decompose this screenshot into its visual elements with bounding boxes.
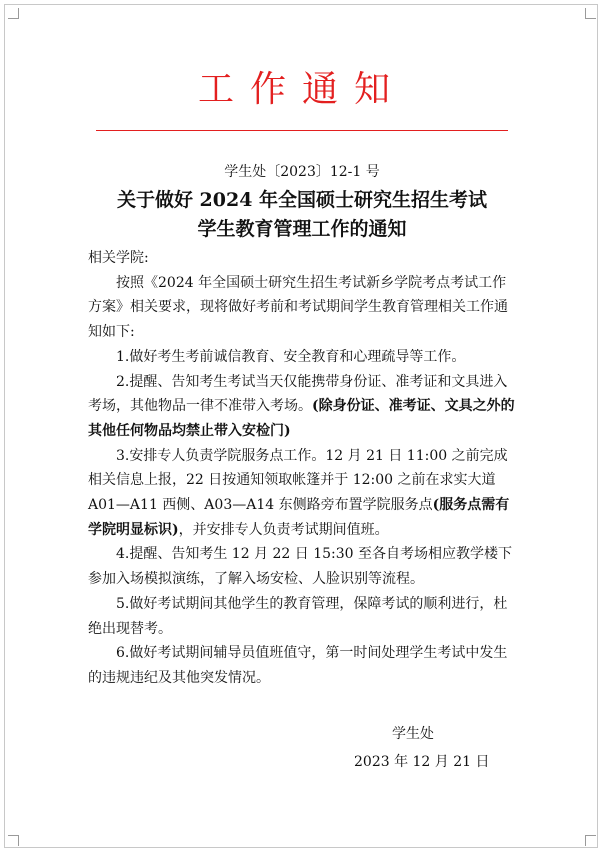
document-title-line-2: 学生教育管理工作的通知 (197, 218, 407, 240)
item-3-after: ，并安排专人负责考试期间值班。 (178, 521, 389, 538)
document-number: 学生处〔2023〕12-1 号 (224, 164, 380, 180)
header-red-rule (96, 130, 508, 131)
intro-paragraph: 按照《2024 年全国硕士研究生招生考试新乡学院考点考试工作方案》相关要求，现将做好考前和考试期间学生教育管理相关工作通知如下: (88, 274, 508, 341)
salutation: 相关学院: (88, 250, 149, 266)
signature-block (340, 722, 510, 774)
item-3-emphasis: (服务点需有学院明显标识) (88, 497, 510, 538)
item-1: 1.做好考生考前诚信教育、安全教育和心理疏导等工作。 (116, 348, 466, 365)
document-header-title: 工作通知 (197, 69, 406, 110)
item-5: 5.做好考试期间其他学生的教育管理，保障考试的顺利进行，杜绝出现替考。 (88, 595, 508, 637)
item-6: 6.做好考试期间辅导员值班值守，第一时间处理学生考试中发生的违规违纪及其他突发情况。 (88, 645, 508, 686)
item-2-text: 2.提醒、告知考生考试当天仅能携带身份证、准考证和文具进入考场，其他物品一律不准带入考场。 (88, 373, 508, 415)
crop-mark-top-right (585, 8, 596, 19)
item-2 (88, 370, 520, 444)
crop-mark-top-left (8, 8, 19, 19)
item-3-text: 3.安排专人负责学院服务点工作。12 月 21 日 11:00 之前完成相关信息上报，22 日按通知领取帐篷并于 12:00 之前在求实大道 A01—A11 西侧、A03—A14 东侧路旁布置学院服务点 (88, 447, 508, 514)
item-3 (88, 444, 520, 543)
item-4: 4.提醒、告知考生 12 月 22 日 15:30 至各自考场相应教学楼下参加入场模拟演练，了解入场安检、人脸识别等流程。 (88, 546, 513, 588)
document-title-line-1: 关于做好 2024 年全国硕士研究生招生考试 (116, 189, 488, 211)
signature-date: 2023 年 12 月 21 日 (354, 754, 490, 770)
document-body (88, 246, 520, 691)
item-2-emphasis: (除身份证、准考证、文具之外的其他任何物品均禁止带入安检门) (88, 398, 515, 439)
crop-mark-bottom-right (585, 835, 596, 846)
crop-mark-bottom-left (8, 835, 19, 846)
signature-org: 学生处 (392, 726, 434, 742)
